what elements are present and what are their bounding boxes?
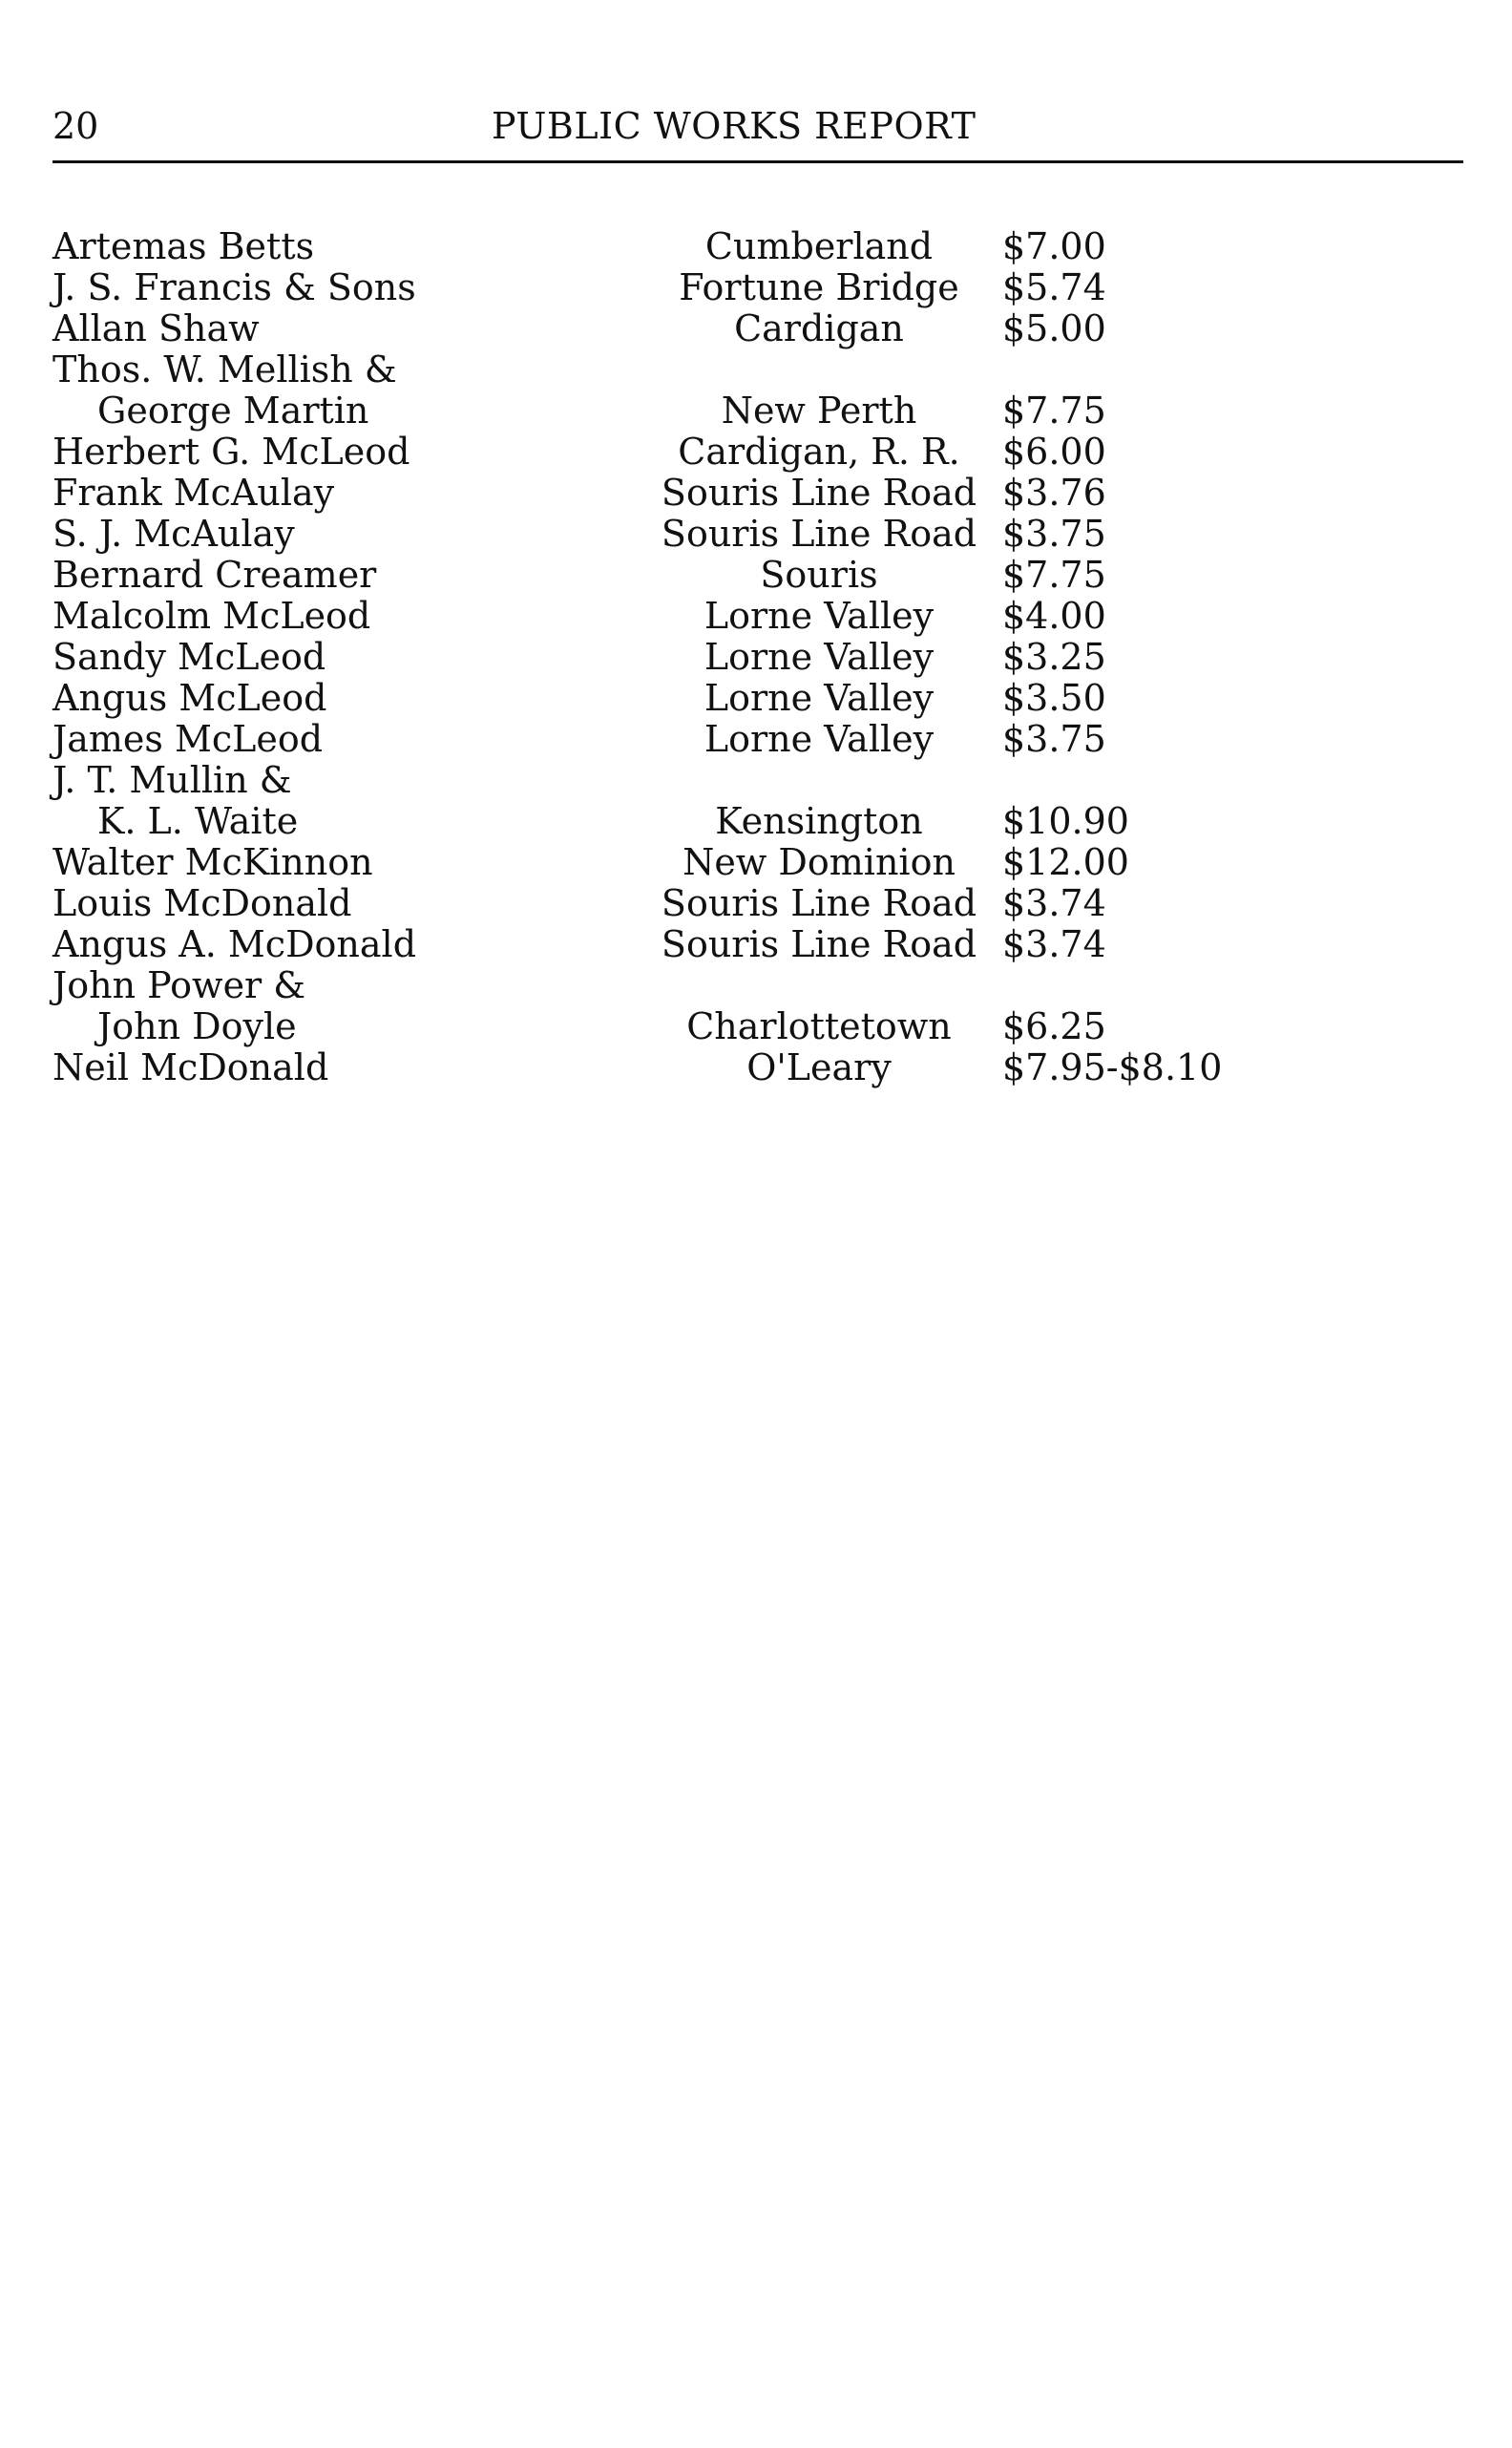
contractor-name: Angus A. McDonald — [52, 923, 417, 965]
price: $3.75 — [1002, 513, 1106, 555]
table-row — [52, 678, 1236, 719]
contractor-name: Walter McKinnon — [52, 841, 373, 883]
price: $3.76 — [1002, 472, 1106, 514]
location: Fortune Bridge — [679, 266, 959, 308]
contractor-name-continued: George Martin — [97, 390, 369, 432]
table-row — [52, 267, 1236, 308]
location: Lorne Valley — [704, 677, 934, 719]
price: $3.25 — [1002, 636, 1106, 678]
location: Cumberland — [704, 225, 934, 267]
contractor-name-continued: John Doyle — [97, 1005, 297, 1047]
location: Souris Line Road — [661, 882, 977, 924]
contractor-name: John Power & — [52, 964, 306, 1006]
table-row — [52, 596, 1236, 637]
location: Souris Line Road — [661, 472, 977, 514]
table-row — [52, 719, 1236, 760]
contractor-name: Allan Shaw — [52, 307, 260, 349]
price: $6.00 — [1002, 431, 1106, 473]
table-row — [52, 1006, 1236, 1047]
table-row — [52, 308, 1236, 349]
running-head: PUBLIC WORKS REPORT — [492, 105, 976, 147]
location: Lorne Valley — [704, 718, 934, 760]
table-row — [52, 390, 1236, 432]
price: $3.74 — [1002, 923, 1106, 965]
table-row — [52, 883, 1236, 924]
contractor-name: Sandy McLeod — [52, 636, 326, 678]
location: O'Leary — [746, 1046, 892, 1088]
location: Souris Line Road — [661, 923, 977, 965]
contractor-name: J. T. Mullin & — [52, 759, 292, 801]
table-row — [52, 924, 1236, 965]
table-row — [52, 637, 1236, 678]
contractor-name: J. S. Francis & Sons — [52, 266, 416, 308]
price: $3.74 — [1002, 882, 1106, 924]
contractor-name-continued: K. L. Waite — [97, 800, 299, 842]
contractor-name: Herbert G. McLeod — [52, 431, 410, 473]
price: $4.00 — [1002, 595, 1106, 637]
table-row — [52, 226, 1236, 267]
location: Souris — [760, 554, 878, 596]
location: New Dominion — [682, 841, 956, 883]
price: $7.75 — [1002, 390, 1106, 432]
price: $6.25 — [1002, 1005, 1106, 1047]
location: Kensington — [715, 800, 923, 842]
contractor-name: Bernard Creamer — [52, 554, 377, 596]
table-row — [52, 1047, 1236, 1088]
location: Cardigan, R. R. — [678, 431, 960, 473]
price-table — [52, 226, 1236, 1088]
table-row-first-line — [52, 965, 1236, 1006]
location: Souris Line Road — [661, 513, 977, 555]
contractor-name: Malcolm McLeod — [52, 595, 371, 637]
price: $5.74 — [1002, 266, 1106, 308]
contractor-name: Louis McDonald — [52, 882, 352, 924]
contractor-name: S. J. McAulay — [52, 513, 295, 555]
price: $5.00 — [1002, 307, 1106, 349]
table-row — [52, 801, 1236, 842]
price: $7.00 — [1002, 225, 1106, 267]
price: $7.95-$8.10 — [1002, 1046, 1223, 1088]
contractor-name: Angus McLeod — [52, 677, 327, 719]
table-row — [52, 473, 1236, 514]
page-number: 20 — [52, 105, 99, 147]
location: Charlottetown — [686, 1005, 952, 1047]
table-row — [52, 555, 1236, 596]
location: New Perth — [721, 390, 917, 432]
table-row — [52, 514, 1236, 555]
location: Lorne Valley — [704, 595, 934, 637]
contractor-name: Thos. W. Mellish & — [52, 348, 397, 390]
table-row — [52, 432, 1236, 473]
table-row-first-line — [52, 760, 1236, 801]
location: Cardigan — [734, 307, 904, 349]
price: $7.75 — [1002, 554, 1106, 596]
contractor-name: James McLeod — [52, 718, 324, 760]
contractor-name: Frank McAulay — [52, 472, 335, 514]
location: Lorne Valley — [704, 636, 934, 678]
header-rule — [52, 160, 1463, 163]
price: $3.75 — [1002, 718, 1106, 760]
table-row — [52, 842, 1236, 883]
price: $12.00 — [1002, 841, 1129, 883]
table-row-first-line — [52, 349, 1236, 390]
contractor-name: Artemas Betts — [52, 225, 315, 267]
price: $3.50 — [1002, 677, 1106, 719]
contractor-name: Neil McDonald — [52, 1046, 329, 1088]
price: $10.90 — [1002, 800, 1129, 842]
